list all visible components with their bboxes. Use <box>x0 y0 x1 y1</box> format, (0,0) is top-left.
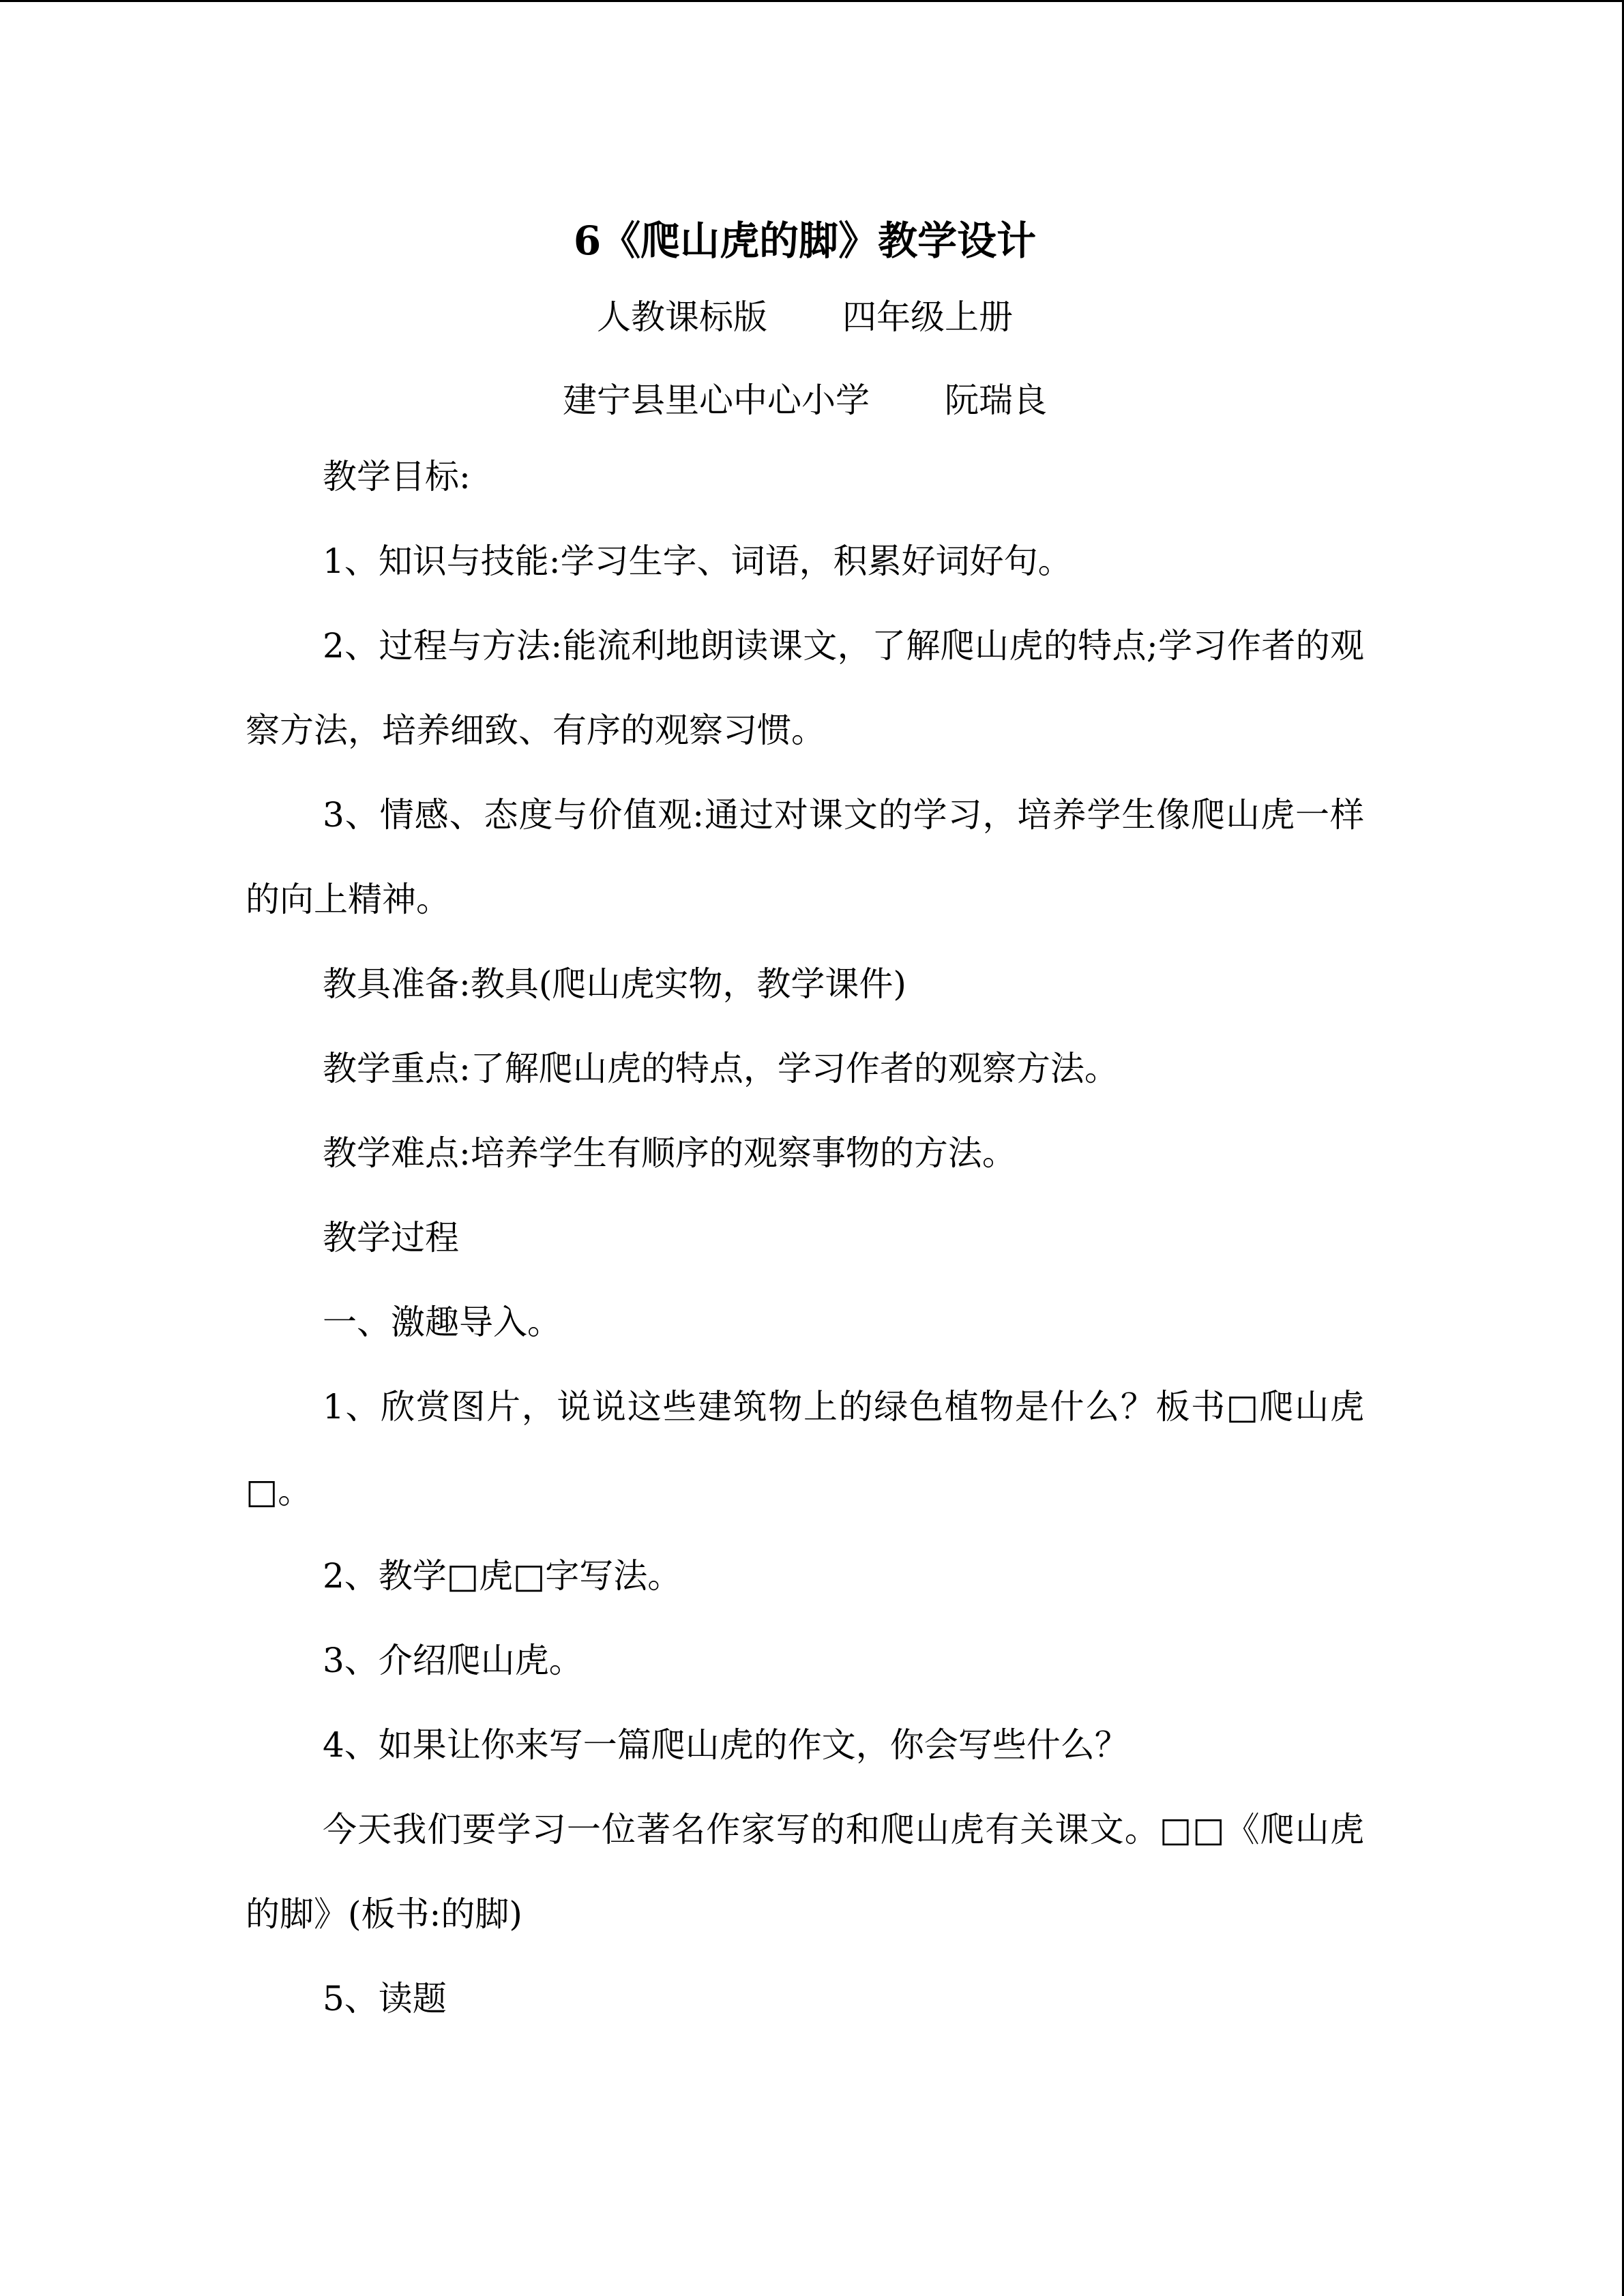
section-heading-objectives: 教学目标: <box>323 457 471 496</box>
teaching-aids: 教具准备:教具(爬山虎实物，教学课件) <box>323 964 906 1004</box>
grade: 四年级上册 <box>842 297 1013 337</box>
author-name: 阮瑞良 <box>945 381 1047 420</box>
author-line <box>246 373 1364 428</box>
step-item: 5、读题 <box>323 1979 447 2018</box>
step-item: 4、如果让你来写一篇爬山虎的作文，你会写些什么？ <box>323 1725 1129 1765</box>
document-body <box>246 434 1364 2041</box>
step-heading-intro: 一、激趣导入。 <box>323 1302 561 1342</box>
teaching-difficulty: 教学难点:培养学生有顺序的观察事物的方法。 <box>323 1133 1016 1173</box>
edition-line <box>246 290 1364 344</box>
objective-process: 2、过程与方法:能流利地朗读课文，了解爬山虎的特点;学习作者的观察方法，培养细致、有序的观察习惯。 <box>246 626 1364 750</box>
document-content <box>246 207 1364 2041</box>
step-item: 今天我们要学习一位著名作家写的和爬山虎有关课文。□□《爬山虎的脚》(板书:的脚) <box>246 1810 1364 1934</box>
step-item: 3、介绍爬山虎。 <box>323 1641 583 1680</box>
step-item: 2、教学□虎□字写法。 <box>323 1556 682 1596</box>
school: 建宁县里心中心小学 <box>563 381 870 420</box>
objective-emotion: 3、情感、态度与价值观:通过对课文的学习，培养学生像爬山虎一样的向上精神。 <box>246 795 1364 919</box>
step-item: 1、欣赏图片，说说这些建筑物上的绿色植物是什么？板书□爬山虎□。 <box>246 1387 1364 1511</box>
objective-knowledge: 1、知识与技能:学习生字、词语，积累好词好句。 <box>323 541 1072 581</box>
edition: 人教课标版 <box>597 297 767 337</box>
teaching-focus: 教学重点:了解爬山虎的特点，学习作者的观察方法。 <box>323 1049 1119 1088</box>
document-title: 6《爬山虎的脚》教学设计 <box>573 218 1037 264</box>
section-heading-process: 教学过程 <box>323 1218 459 1257</box>
